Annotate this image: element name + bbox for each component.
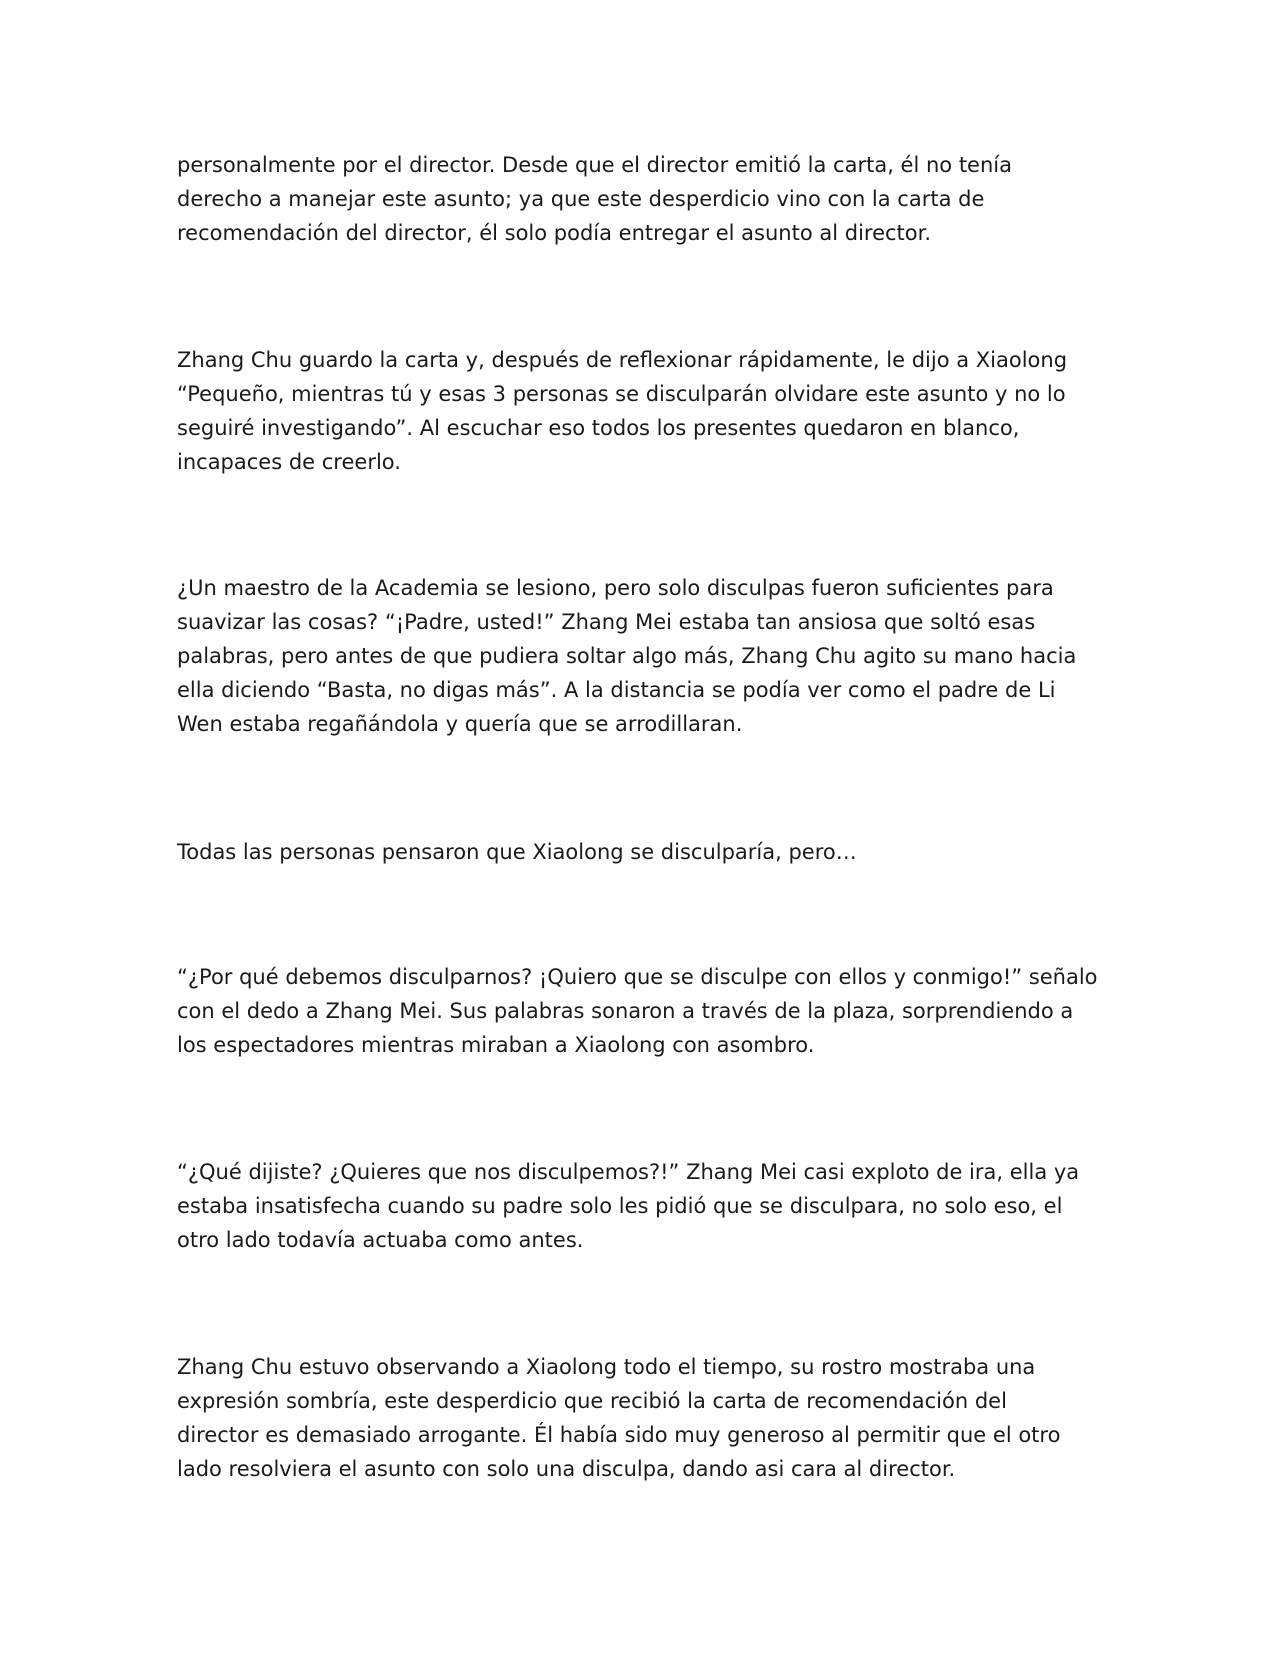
text-line: personalmente por el director. Desde que el director emitió la carta, él no tenía: [177, 153, 1012, 177]
text-line: con el dedo a Zhang Mei. Sus palabras sonaron a través de la plaza, sorprendiendo a: [177, 999, 1074, 1023]
paragraph-4: [177, 835, 1097, 869]
text-line: “¿Por qué debemos disculparnos? ¡Quiero que se disculpe con ellos y conmigo!” señalo: [177, 965, 1098, 989]
text-line: palabras, pero antes de que pudiera soltar algo más, Zhang Chu agito su mano hacia: [177, 644, 1077, 668]
text-line: director es demasiado arrogante. Él había sido muy generoso al permitir que el otro: [177, 1423, 1061, 1447]
text-line: derecho a manejar este asunto; ya que este desperdicio vino con la carta de: [177, 187, 985, 211]
text-line: estaba insatisfecha cuando su padre solo les pidió que se disculpara, no solo eso, el: [177, 1194, 1063, 1218]
paragraph-2: [177, 343, 1097, 479]
text-line: seguiré investigando”. Al escuchar eso todos los presentes quedaron en blanco,: [177, 416, 1020, 440]
text-line: Zhang Chu guardo la carta y, después de reflexionar rápidamente, le dijo a Xiaolong: [177, 348, 1068, 372]
text-line: incapaces de creerlo.: [177, 450, 401, 474]
text-line: recomendación del director, él solo podía entregar el asunto al director.: [177, 221, 932, 245]
text-line: “Pequeño, mientras tú y esas 3 personas se disculparán olvidare este asunto y no lo: [177, 382, 1066, 406]
text-line: ella diciendo “Basta, no digas más”. A la distancia se podía ver como el padre de Li: [177, 678, 1056, 702]
text-line: otro lado todavía actuaba como antes.: [177, 1228, 584, 1252]
text-line: suavizar las cosas? “¡Padre, usted!” Zhang Mei estaba tan ansiosa que soltó esas: [177, 610, 1036, 634]
text-line: Wen estaba regañándola y quería que se arrodillaran.: [177, 712, 743, 736]
paragraph-3: [177, 571, 1097, 741]
text-line: los espectadores mientras miraban a Xiaolong con asombro.: [177, 1033, 815, 1057]
paragraph-5: [177, 960, 1097, 1062]
text-line: Zhang Chu estuvo observando a Xiaolong todo el tiempo, su rostro mostraba una: [177, 1355, 1036, 1379]
text-line: lado resolviera el asunto con solo una disculpa, dando asi cara al director.: [177, 1457, 956, 1481]
paragraph-6: [177, 1155, 1097, 1257]
paragraph-1: [177, 148, 1097, 250]
text-line: Todas las personas pensaron que Xiaolong se disculparía, pero…: [177, 840, 857, 864]
paragraph-7: [177, 1350, 1097, 1486]
text-line: “¿Qué dijiste? ¿Quieres que nos disculpemos?!” Zhang Mei casi exploto de ira, ella ya: [177, 1160, 1080, 1184]
text-line: ¿Un maestro de la Academia se lesiono, pero solo disculpas fueron suficientes para: [177, 576, 1054, 600]
text-line: expresión sombría, este desperdicio que recibió la carta de recomendación del: [177, 1389, 1007, 1413]
